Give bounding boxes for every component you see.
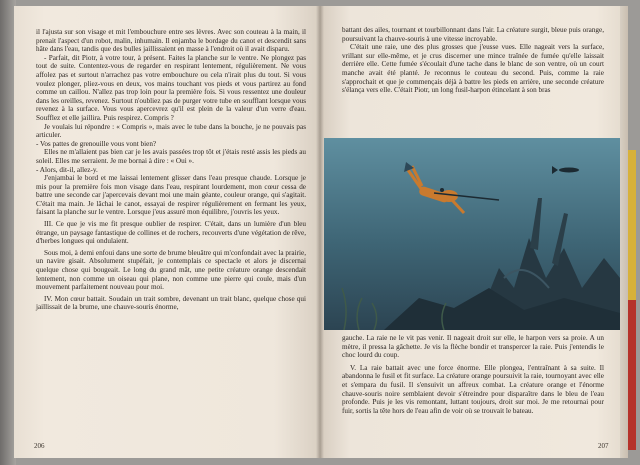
paragraph: il l'ajusta sur son visage et mit l'embouchure entre ses lèvres. Avec son couteau à la main, il prenait l'aspect d'un robot, malin, inhumain. Il enjamba le bordage du canot et descendit sans hâte dans l'eau, tandis que des bulles jaillissaient en masse à l'endroit où il avait disparu.	[36, 28, 306, 54]
paragraph: Sous moi, à demi enfoui dans une sorte de brume bleuâtre qui m'confondait avec la prairie, un navire gisait. Absolument stupéfait, je contemplais ce spectacle et alors je discernai quelque chose qui bougeait. Le long du grand mât, une petite créature orange descendait lentement, non comme un oiseau qui plane, non comme une pierre qui coule, mais d'un mouvement parfaitement nouveau pour moi.	[36, 248, 306, 292]
cover-edge-yellow	[628, 150, 636, 300]
paragraph: Je voulais lui répondre : « Compris », mais avec le tube dans la bouche, je ne pouvais pas articuler.	[36, 122, 306, 140]
left-page-text	[36, 28, 306, 312]
right-page-text-top	[342, 26, 604, 95]
paragraph: battant des ailes, tournant et tourbillonnant dans l'air. La créature surgit, bleue puis orange, poursuivant la chauve-souris à une vitesse incroyable.	[342, 26, 604, 43]
page-number-left: 206	[34, 442, 45, 450]
paragraph: C'était une raie, une des plus grosses que j'eusse vues. Elle nageait vers la surface, vrillant sur elle-même, et je crus discerner une mince traînée de fumée qu'elle laissait derrière elle. Cette fumée s'écoulait d'une tache dans le blanc de son ventre, où un court manche avait été planté. Je reconnus le couteau du second. Puis, comme la raie s'approchait et que je commençais déjà à battre les pieds en arrière, une seconde créature s'élança vers elle. C'était Piotr, un long fusil-harpon étincelant à son bras	[342, 43, 604, 95]
right-page	[320, 6, 620, 458]
section-paragraph: IV. Mon cœur battait. Soudain un trait sombre, devenant un trait blanc, quelque chose qui jaillissait de la brume, une chauve-souris énorme,	[36, 294, 306, 312]
section-paragraph: III. Ce que je vis me fit presque oublier de respirer. C'était, dans un lumière d'un bleu étrange, un paysage fantastique de collines et de rochers, recouverts d'une végétation de rêve, d'herbes longues qui ondulaient.	[36, 220, 306, 246]
paragraph: J'enjambai le bord et me laissai lentement glisser dans l'eau presque chaude. Lorsque je mis pour la première fois mon visage dans l'eau, respirant lourdement, mon cœur cessa de battre une seconde car j'apercevais devant moi une main géante, couleur orange, qui s'agitait. C'était ma main. Je lâchai le canot, essayai de respirer régulièrement en fermant les yeux, faisant la planche sur le ventre. Lorsque j'eus assuré mon équilibre, j'ouvris les yeux.	[36, 174, 306, 217]
paragraph: - Parfait, dit Piotr, à votre tour, à présent. Faites la planche sur le ventre. Ne plongez pas tout de suite. Contentez-vous de regarder en respirant lentement, régulièrement. Ne vous affolez pas et surtout n'arrachez pas votre embouchure ou cela n'irait plus du tout. Si vous voulez plonger, pliez-vous en deux, vos mains touchant vos pieds et vous partirez au fond comme un caillou. N'allez pas trop loin pour la première fois. Si vous ressentez une douleur dans les oreilles, revenez. Surtout n'oubliez pas de purger votre tube en soufflant lorsque vous revenez à la surface. Vous vous apercevrez qu'il est plein de la valeur d'un verre d'eau. Soufflez et elle jaillira. Puis respirez. Compris ?	[36, 53, 306, 122]
section-paragraph: V. La raie battait avec une force énorme. Elle plongea, l'entraînant à sa suite. Il abandonna le fusil et fit surface. La créature orange poursuivit la raie, tournoyant avec elle et s'empara du fusil. Il s'ensuivit un affreux combat. La créature orange et l'énorme chauve-souris noire semblaient devoir s'étreindre pour disparaître dans le bleu de l'eau profonde. Puis je les vis remontant, luttant toujours, droit sur moi. Je me retournai pour fuir, sortis la tête hors de l'eau afin de voir où se trouvait le bateau.	[342, 363, 604, 415]
right-page-text-bottom	[342, 334, 604, 415]
cover-edge-red	[628, 300, 636, 450]
paragraph: - Vos pattes de grenouille vous vont bien?	[36, 139, 157, 148]
paragraph: gauche. La raie ne le vit pas venir. Il nageait droit sur elle, le harpon vers sa proie. A un mètre, il pressa la gâchette. Je vis la flèche bondir et transpercer la raie. Puis j'entendis le choc lourd du coup.	[342, 334, 604, 360]
book-gutter	[316, 6, 324, 458]
underwater-illustration	[324, 138, 620, 330]
left-page	[14, 6, 320, 458]
paragraph: - Alors, dit-il, allez-y.	[36, 165, 98, 174]
page-number-right: 207	[598, 442, 609, 450]
paragraph: Elles ne m'allaient pas bien car je les avais passées trop tôt et j'étais resté assis les pieds au soleil. Elles me serraient. Je me bornai à dire : « Oui ».	[36, 148, 306, 165]
page-edges	[620, 6, 628, 458]
